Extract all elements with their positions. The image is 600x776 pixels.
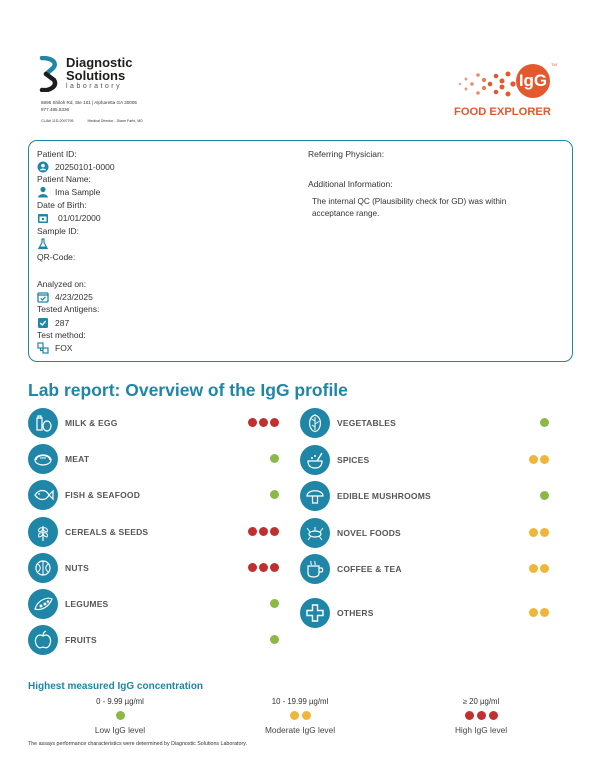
legend-dot: [489, 711, 498, 720]
vegetables-icon: [300, 408, 330, 438]
sample-id-label: Sample ID:: [37, 226, 80, 236]
category-row: [28, 553, 268, 583]
patient-name-value: Ima Sample: [55, 187, 101, 197]
method-row: [37, 342, 72, 354]
category-label: OTHERS: [337, 608, 374, 618]
legend-high-dots: [421, 711, 541, 720]
legend-dot: [302, 711, 311, 720]
category-row: [28, 589, 268, 619]
category-row: [300, 445, 540, 475]
dob-value: 01/01/2000: [58, 213, 101, 223]
lab-clia: [41, 119, 157, 123]
lab-address: [41, 100, 137, 113]
antigens-label: Tested Antigens:: [37, 304, 100, 314]
method-label: Test method:: [37, 330, 86, 340]
analyzed-row: [37, 291, 93, 303]
level-dot: [270, 635, 279, 644]
legend-high-label: High IgG level: [454, 725, 508, 735]
legend-dot: [465, 711, 474, 720]
legend-moderate-label: Moderate IgG level: [264, 725, 336, 735]
category-label: NUTS: [65, 562, 89, 573]
method-icon: [37, 342, 49, 354]
patient-name-row: [37, 186, 100, 198]
lab-address-line: 5895 Shiloh Rd, Ste 101 | Alpharetta GA 30005: [41, 100, 137, 105]
level-dot: [540, 528, 549, 537]
legend-low-label: Low IgG level: [94, 725, 146, 735]
additional-info-text: The internal QC (Plausibility check for GD) was within acceptance range.: [312, 197, 507, 218]
food-explorer-logo: [452, 64, 562, 122]
dob-row: [37, 212, 101, 224]
category-label: NOVEL FOODS: [337, 527, 401, 538]
level-dots: [529, 528, 549, 537]
category-label: FRUITS: [65, 635, 97, 646]
cereals-seeds-icon: [28, 517, 58, 547]
legend-moderate-range: 10 - 19.99 µg/ml: [271, 697, 329, 706]
lab-logo-mark-icon: [38, 56, 62, 92]
category-label: VEGETABLES: [337, 418, 396, 428]
analyzed-label: Analyzed on:: [37, 279, 87, 289]
category-label: LEGUMES: [65, 599, 109, 609]
footnote: The assays performance characteristics were determined by Diagnostic Solutions Laboratory.: [28, 741, 247, 747]
analyzed-value: 4/23/2025: [55, 292, 93, 302]
checkbox-icon: [37, 317, 49, 329]
level-dot: [270, 599, 279, 608]
flask-icon: [37, 238, 49, 250]
additional-info-label: Additional Information:: [308, 179, 393, 189]
category-label: SPICES: [337, 454, 370, 465]
legend-dot: [290, 711, 299, 720]
report-title: Lab report: Overview of the IgG profile: [28, 380, 348, 400]
level-dot: [540, 608, 549, 617]
qr-code-label: QR-Code:: [37, 252, 76, 262]
level-dots: [529, 608, 549, 617]
category-row: [300, 598, 540, 628]
igg-logo-circle: IgG: [516, 64, 550, 98]
level-dot: [270, 527, 279, 536]
trademark: TM: [551, 62, 557, 67]
patient-name-label: Patient Name:: [37, 174, 91, 184]
level-dot: [529, 455, 538, 464]
level-dot: [540, 491, 549, 500]
category-row: [28, 517, 268, 547]
category-row: [28, 408, 268, 438]
legend-low-range: 0 - 9.99 µg/ml: [96, 697, 144, 706]
category-label: MILK & EGG: [65, 418, 118, 428]
category-row: [28, 625, 268, 655]
legend-dot: [116, 711, 125, 720]
level-dots: [248, 418, 279, 427]
spices-icon: [300, 445, 330, 475]
level-dot: [529, 528, 538, 537]
meat-icon: [28, 444, 58, 474]
level-dot: [270, 454, 279, 463]
legend-low: [60, 697, 180, 735]
level-dot: [259, 563, 268, 572]
level-dots: [270, 490, 279, 499]
category-row: [28, 444, 268, 474]
mushroom-icon: [300, 481, 330, 511]
calendar-check-icon: [37, 291, 49, 303]
level-dots: [529, 564, 549, 573]
lab-name: [66, 56, 132, 82]
lab-subtitle: laboratory: [66, 83, 123, 90]
lab-clia-number: CLIA# 11D-2097795: [41, 119, 74, 123]
level-dot: [270, 418, 279, 427]
legend-title: Highest measured IgG concentration: [28, 681, 204, 692]
category-label: COFFEE & TEA: [337, 564, 402, 574]
level-dots: [529, 455, 549, 464]
antigens-row: [37, 317, 69, 329]
level-dot: [270, 490, 279, 499]
level-dots: [270, 454, 279, 463]
others-plus-icon: [300, 598, 330, 628]
legend-dot: [477, 711, 486, 720]
category-row: [300, 554, 540, 584]
dob-label: Date of Birth:: [37, 200, 87, 210]
level-dot: [259, 418, 268, 427]
legend-high-range: ≥ 20 µg/ml: [462, 697, 500, 706]
physician-label: Referring Physician:: [308, 149, 385, 159]
legend-moderate-dots: [240, 711, 360, 720]
antigens-value: 287: [55, 318, 70, 328]
lab-name-line2: Solutions: [66, 68, 126, 83]
patient-id-row: [37, 161, 115, 173]
level-dots: [248, 527, 279, 536]
brand-title: FOOD EXPLORER: [454, 106, 551, 118]
coffee-tea-icon: [300, 554, 330, 584]
category-label: EDIBLE MUSHROOMS: [337, 491, 431, 501]
category-label: CEREALS & SEEDS: [65, 526, 149, 537]
legend-moderate: [240, 697, 360, 735]
level-dot: [540, 455, 549, 464]
calendar-icon: [37, 212, 49, 224]
patient-id-label: Patient ID:: [37, 149, 77, 159]
method-value: FOX: [55, 343, 73, 353]
sample-id-row: [37, 238, 55, 250]
level-dot: [270, 563, 279, 572]
level-dots: [540, 491, 549, 500]
legend-high: [421, 697, 541, 735]
legumes-icon: [28, 589, 58, 619]
lab-logo: [38, 56, 208, 96]
fruits-icon: [28, 625, 58, 655]
dot-pattern-icon: [456, 70, 518, 98]
person-icon: [37, 186, 49, 198]
level-dots: [248, 563, 279, 572]
level-dot: [540, 564, 549, 573]
novel-foods-icon: [300, 518, 330, 548]
nuts-icon: [28, 553, 58, 583]
level-dot: [529, 564, 538, 573]
level-dot: [540, 418, 549, 427]
lab-name-line1: Diagnostic: [66, 55, 133, 70]
patient-info-box: [28, 140, 573, 362]
level-dot: [529, 608, 538, 617]
legend-low-dots: [60, 711, 180, 720]
category-row: [300, 481, 540, 511]
level-dot: [248, 527, 257, 536]
level-dots: [540, 418, 549, 427]
category-row: [300, 408, 540, 438]
level-dots: [270, 635, 279, 644]
lab-director: Medical Director - Diane Farhi, MD: [87, 119, 143, 123]
category-row: [300, 518, 540, 548]
level-dots: [270, 599, 279, 608]
id-badge-icon: [37, 161, 49, 173]
fish-seafood-icon: [28, 480, 58, 510]
category-row: [28, 480, 268, 510]
patient-id-value: 20250101-0000: [55, 162, 115, 172]
level-dot: [248, 418, 257, 427]
category-label: FISH & SEAFOOD: [65, 490, 141, 501]
level-dot: [259, 527, 268, 536]
level-dot: [248, 563, 257, 572]
lab-phone: 877.485.5336: [41, 106, 70, 112]
category-label: MEAT: [65, 454, 90, 465]
milk-egg-icon: [28, 408, 58, 438]
